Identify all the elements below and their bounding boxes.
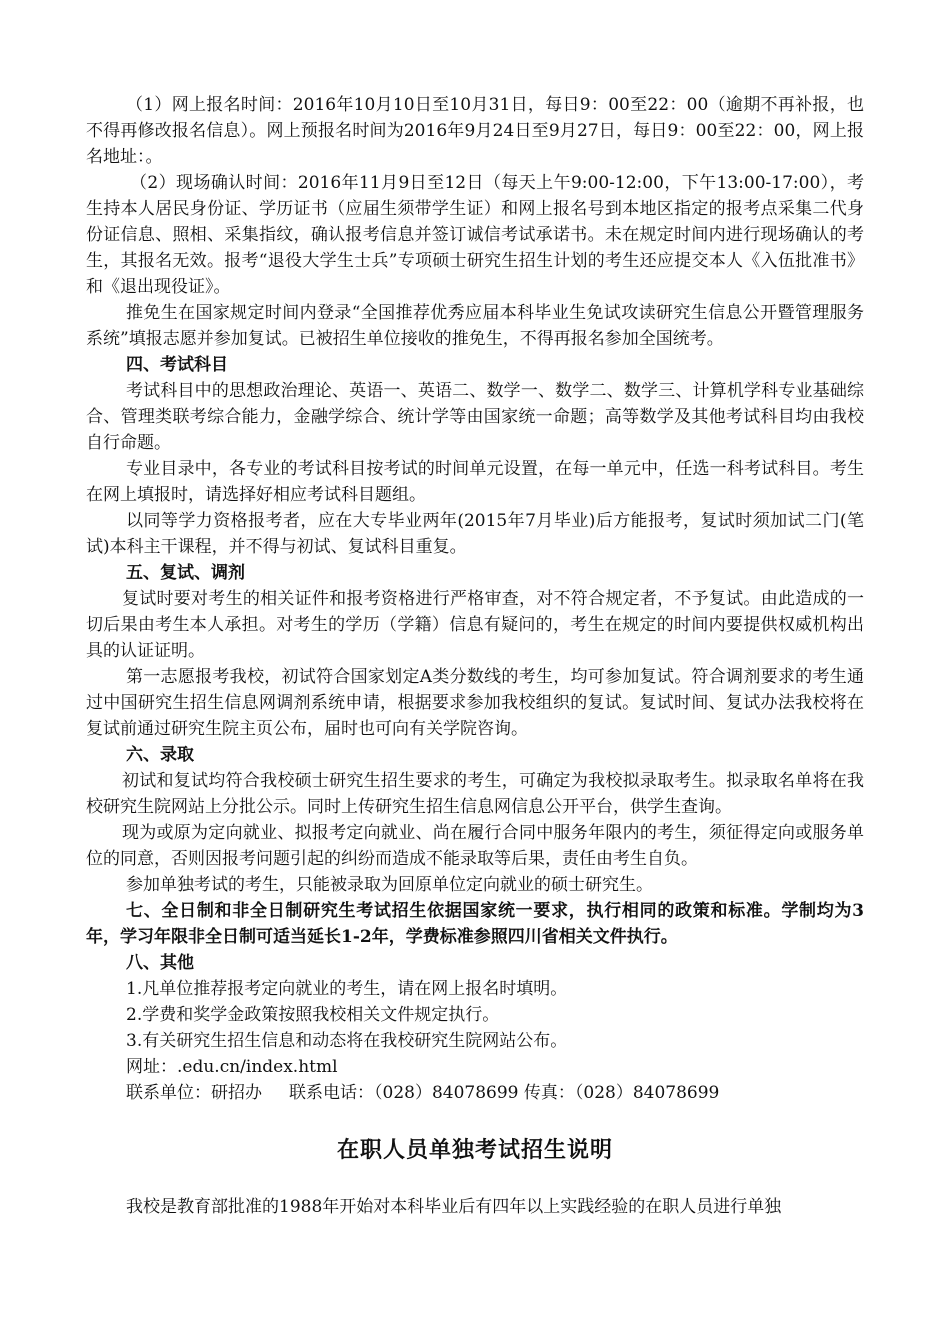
document-title: 在职人员单独考试招生说明 xyxy=(336,1138,613,1163)
document-body xyxy=(86,92,864,1220)
paragraph-directed-employment: 现为或原为定向就业、拟报考定向就业、尚在履行合同中服务年限内的考生，须征得定向或服务单位的同意，否则因报考问题引起的纠纷而造成不能录取等后果，责任由考生自负。 xyxy=(86,823,864,869)
contact-line: 联系单位：研招办 联系电话：（028）84078699 传真：（028）84078699 xyxy=(126,1083,720,1103)
paragraph-separate-exam: 参加单独考试的考生，只能被录取为回原单位定向就业的硕士研究生。 xyxy=(126,875,653,895)
paragraph-onsite-confirmation: （2）现场确认时间：2016年11月9日至12日（每天上午9:00-12:00，下午13:00-17:00），考生持本人居民身份证、学历证书（应届生须带学生证）和网上报名号到本地区指定的报考点采集二代身份证信息、照相、采集指纹，确认报考信息并签订诚信考试承诺书。未在规定时间内进行现场确认的考生，其报名无效。报考“退役大学生士兵”专项硕士研究生招生计划的考生还应提交本人《入伍批准书》和《退出现役证》。 xyxy=(86,173,864,297)
paragraph-intro: 我校是教育部批准的1988年开始对本科毕业后有四年以上实践经验的在职人员进行单独 xyxy=(126,1197,782,1217)
paragraph-retest-review: 复试时要对考生的相关证件和报考资格进行严格审查，对不符合规定者，不予复试。由此造成的一切后果由考生本人承担。对考生的学历（学籍）信息有疑问的，考生在规定的时间内要提供权威机构出具的认证证明。 xyxy=(86,589,864,661)
paragraph-exam-subjects: 考试科目中的思想政治理论、英语一、英语二、数学一、数学二、数学三、计算机学科专业基础综合、管理类联考综合能力，金融学综合、统计学等由国家统一命题；高等数学及其他考试科目均由我校自行命题。 xyxy=(86,381,864,453)
list-item: 2.学费和奖学金政策按照我校相关文件规定执行。 xyxy=(126,1005,500,1025)
paragraph-admission: 初试和复试均符合我校硕士研究生招生要求的考生，可确定为我校拟录取考生。拟录取名单将在我校研究生院网站上分批公示。同时上传研究生招生信息网信息公开平台，供学生查询。 xyxy=(86,771,864,817)
list-item: 1.凡单位推荐报考定向就业的考生，请在网上报名时填明。 xyxy=(126,979,568,999)
section-heading-exam-subjects: 四、考试科目 xyxy=(126,355,228,375)
section-heading-fulltime-parttime: 七、全日制和非全日制研究生考试招生依据国家统一要求，执行相同的政策和标准。学制均为3年，学习年限非全日制可适当延长1-2年，学费标准参照四川省相关文件执行。 xyxy=(86,901,864,947)
paragraph-equivalent-qualification: 以同等学力资格报考者，应在大专毕业两年(2015年7月毕业)后方能报考，复试时须加试二门(笔试)本科主干课程，并不得与初试、复试科目重复。 xyxy=(86,511,864,557)
section-heading-other: 八、其他 xyxy=(126,953,194,973)
paragraph-retest-adjustment: 第一志愿报考我校，初试符合国家划定A类分数线的考生，均可参加复试。符合调剂要求的考生通过中国研究生招生信息网调剂系统申请，根据要求参加我校组织的复试。复试时间、复试办法我校将在复试前通过研究生院主页公布，届时也可向有关学院咨询。 xyxy=(86,667,864,739)
paragraph-exam-units: 专业目录中，各专业的考试科目按考试的时间单元设置，在每一单元中，任选一科考试科目。考生在网上填报时，请选择好相应考试科目题组。 xyxy=(86,459,864,505)
section-heading-admission: 六、录取 xyxy=(126,745,194,765)
paragraph-recommended-students: 推免生在国家规定时间内登录“全国推荐优秀应届本科毕业生免试攻读研究生信息公开暨管理服务系统”填报志愿并参加复试。已被招生单位接收的推免生，不得再报名参加全国统考。 xyxy=(86,303,864,349)
website-line: 网址：.edu.cn/index.html xyxy=(126,1057,338,1077)
section-heading-retest: 五、复试、调剂 xyxy=(126,563,245,583)
paragraph-online-registration: （1）网上报名时间：2016年10月10日至10月31日，每日9：00至22：00（逾期不再补报，也不得再修改报名信息）。网上预报名时间为2016年9月24日至9月27日，每日9：00至22：00，网上报名地址：。 xyxy=(86,95,864,167)
list-item: 3.有关研究生招生信息和动态将在我校研究生院网站公布。 xyxy=(126,1031,568,1051)
